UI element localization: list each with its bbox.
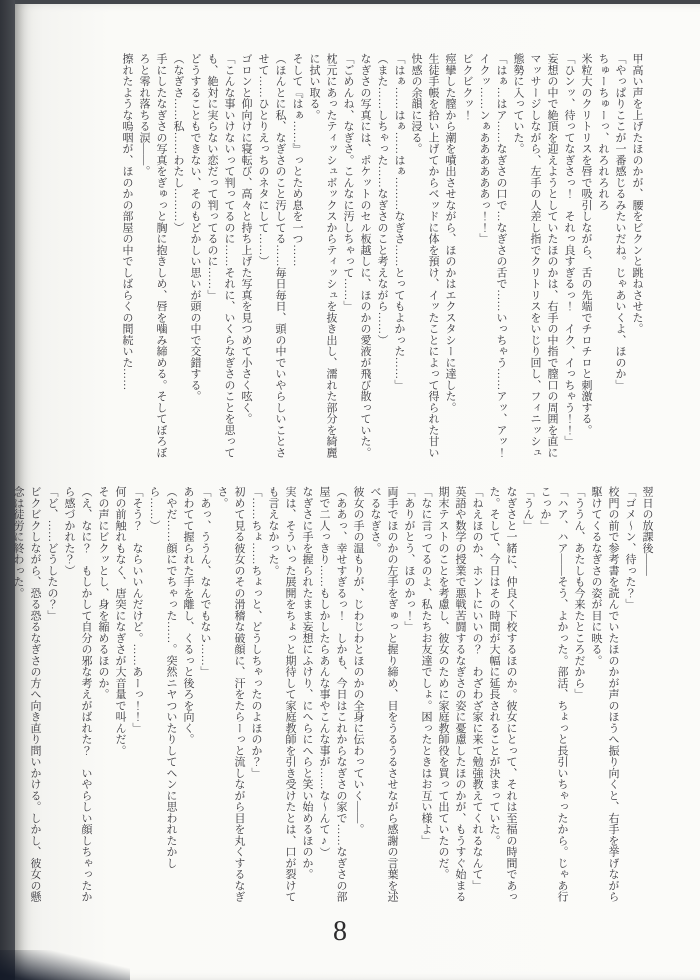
paragraph: 生徒手帳を拾い上げてからベッドに体を預け、イッたことによって得られた甘い快感の余韻に浸る。 — [410, 53, 439, 458]
page-curl-shadow — [0, 950, 130, 980]
paragraph: 校門の前で参考書を読んでいたほのかが声のほうへ振り向くと、右手を挙げながら駆けてくるなぎさの姿が目に映る。 — [590, 486, 619, 903]
paragraph: （ああっ、幸せすぎるっ！ しかも、今日はこれからなぎさの家で……なぎさの部屋で二人っきり……もしかしたらあんな事やこんな事が……な〜んて♪） — [318, 486, 347, 903]
paragraph: 彼女の手の温もりが、じわじわとほのかの全身に伝わっていく――。 — [352, 486, 364, 835]
paragraph: なぎさの写真には、ポケットのセル板越しに、ほのかの愛液が飛び散っていた。 — [359, 53, 371, 458]
paragraph: 枕元にあったティッシュボックスからティッシュを抜き出し、濡れた部分を綺麗に拭い取る。 — [308, 53, 337, 458]
paragraph: その声にビクッとし、身を縮めるほのか。 — [97, 486, 109, 700]
paragraph: 「ゴメ〜ン、待った？」 — [624, 486, 636, 610]
paragraph: 「ありがとう、ほのかっ！」 — [403, 486, 415, 633]
paragraph: 「はぁ…はア……なぎさの口で…なぎさの舌で……いっちゃう……アッ、アッ！ イクッ……ンぁああああああっ！！」 — [478, 53, 507, 470]
paragraph: 実は、そういった展開をちょっと期待して家庭教師を引き受けたとは、口が裂けても言えなかった。 — [267, 486, 296, 903]
paragraph: 両手でほのかの左手をぎゅっと握り締め、目をうるうるさせながら感謝の言葉を述べるなぎさ。 — [369, 486, 398, 903]
paragraph: ビクビクッ！ — [461, 53, 473, 121]
paragraph: なぎさに手を握られたまま妄想にふけり、にへらにへらと笑い始めるほのか。 — [301, 486, 313, 880]
paragraph: （なぎさ……私……わたし………） — [172, 53, 184, 233]
paragraph: 擦れたような嗚咽が、ほのかの部屋の中でしばらくの間続いた…… — [121, 53, 133, 391]
paragraph: （ほんとに私、なぎさのこと汚してる……毎日毎日、頭の中でいやらしいことさせて……ひとりえっちのネタにして……） — [257, 53, 286, 458]
paragraph: 「こんな事いけないって判ってるのに……それに、いくらなぎさのことを思っても、絶対に実らない恋だって判ってるのに……」 — [206, 53, 235, 458]
paragraph: 痙攣した膣から潮を噴出させながら、ほのかはエクスタシーに達した。 — [444, 53, 456, 413]
paragraph: 「うん」 — [522, 486, 534, 531]
paragraph: 「ど、……どうしたの？」 — [46, 486, 58, 621]
paragraph: 初めて見る彼女のその滑稽な破顔に、汗をたらーっと流しながら目を丸くするなぎさ。 — [216, 486, 245, 903]
paragraph: 「あっ、ううん、なんでもない……」 — [199, 486, 211, 678]
text-block-top — [70, 53, 645, 470]
paragraph: 何の前触れもなく、唐突になぎさが大音量で叫んだ。 — [114, 486, 126, 756]
paragraph: 「……ちょ……ちょっと、どうしちゃったのよほのか？」 — [250, 486, 262, 779]
paragraph: 「そう？ ならいいんだけど。……あーっ！！」 — [131, 486, 143, 734]
page-number: 8 — [333, 916, 347, 947]
text-block-bottom — [12, 486, 655, 906]
paragraph: ビクビクしながら、恐る恐るなぎさの方へ向き直り問いかける。しかし、彼女の懸念は徒労に終わった。 — [12, 486, 41, 903]
paragraph: 妄想の中で絶頂を迎えようとしていたほのかは、右手の中指で膣口の周囲を直にマッサージしながら、左手の人差し指でクリトリスをいじり回し、フィニッシュ態勢に入っていた。 — [512, 53, 558, 458]
paragraph: 「はぁ……はぁ……はぁ………なぎさ……とってもよかった……」 — [393, 53, 405, 391]
paragraph: 米粒大のクリトリスを唇で吸引しながら、舌の先端でチロチロと刺激する。 — [580, 53, 592, 436]
paragraph: （やだ……顔にでちゃった……。突然ニヤついたりしてヘンに思われたかしら……） — [148, 486, 177, 869]
paragraph: 「ハア、ハア――そう、よかった。部活、ちょっと長引いちゃったから。じゃあ行こっか」 — [539, 486, 568, 903]
paragraph: あわてて握られた手を離し、くるっと後ろを向く。 — [182, 486, 194, 745]
paragraph: （え、なに？ もしかして自分の邪な考えがばれた？ いやらしい顔しちゃったから感づかれた？） — [63, 486, 92, 903]
paragraph: 「ううん、あたしも今来たところだから」 — [573, 486, 585, 700]
paragraph: （また……しちゃった……なぎさのこと考えながら……） — [376, 53, 388, 346]
paragraph: 甲高い声を上げたほのかが、腰をビクンと跳ねさせた。 — [631, 53, 643, 335]
paragraph: なぎさと一緒に、仲良く下校するほのか。彼女にとって、それは至福の時間であった。そして、今日はその時間が大幅に延長されることが決まっていた。 — [488, 486, 517, 903]
book-page — [12, 4, 700, 980]
paragraph: 「ごめんね、なぎさ。こんなに汚しちゃって……」 — [342, 53, 354, 312]
paragraph: 英語や数学の授業で悪戦苦闘するなぎさの姿に憂慮したほのかが、もうすぐ始まる期末テストのことを考慮し、彼女のために家庭教師役を買って出ていたのだ。 — [437, 486, 466, 903]
paragraph: 手にしたなぎさの写真をぎゅっと胸に抱きしめ、唇を噛み締める。そしてぼろぼろと零れ落ちる涙――。 — [138, 53, 167, 458]
paragraph: ちゅーちゅーっ、れろれろれろ — [597, 53, 609, 211]
paragraph: 「なに言ってるのよ、私たちお友達でしょ。困ったときはお互い様よ」 — [420, 486, 432, 846]
paragraph: ゴロンと仰向けに寝転び、高々と持ち上げた写真を見つめて小さく呟く。 — [240, 53, 252, 425]
paragraph: どうすることもできない、そのもどかしい思いが頭の中で交錯する。 — [189, 53, 201, 402]
paragraph: 「ねえほのか、ホントにいいの？ わざわざ家に来て勉強教えてくれるなんて」 — [471, 486, 483, 891]
paragraph: 「やっぱりここが一番感じるみたいだね。じゃあいくよ、ほのか」 — [614, 53, 626, 391]
paragraph: 翌日の放課後―― — [641, 486, 653, 576]
paragraph: 「ひンッ、待ってなぎさっ！ それっ良すぎるっ！ イク、イっちゃう！！」 — [563, 53, 575, 447]
paragraph: そして『はぁ……』っとため息を一つ…… — [291, 53, 303, 267]
